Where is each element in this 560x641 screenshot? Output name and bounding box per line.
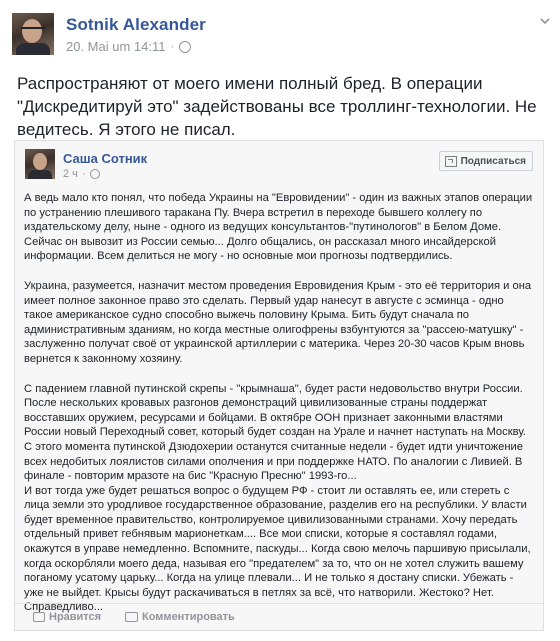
like-label: Нравится [49,611,102,623]
post-text: Распространяют от моего имени полный бред. В операции "Дискредитируй это" задействованы все троллинг-технологии. Не ведитесь. Я этого не писал. [17,74,537,139]
shared-globe-icon [90,169,100,179]
shared-paragraph: И вот тогда уже будет решаться вопрос о будущем РФ - стоит ли оставлять ее, или стереть с лица земли это уродливое государственное образование, разделив его на республики. У власти будет временное правительство, контролируемое цивилизованными странами. Хочу передать отдельный привет гебнявым марионеткам.... Все мои списки, которые я составлял годами, окажутся в управе немедленно. Вспомните, паскуды... Когда свою мелочь паршивую присылали, когда оскорбляли моего деда, называя его "предателем" за то, что он не хотел служить вашему поганому усатому царьку... Когда на улице плевали... И не только я достану списки. Убежать - уже не выйдет. Крысы будут раскачиваться в петлях за всё, что натворили. Жестоко? Нет. Справедливо... [24,484,531,614]
shared-post-screenshot [14,140,544,631]
post-timestamp[interactable]: 20. Mai um 14:11 [66,39,166,54]
author-name[interactable]: Sotnik Alexander [66,15,206,34]
post-meta [66,39,191,54]
shared-timestamp: 2 ч [63,168,78,180]
shared-author-name: Саша Сотник [63,151,148,166]
shared-paragraph: С падением главной путинской скрепы - "крымнаша", будет расти недовольство внутри России. После нескольких кровавых разгонов демонстраций цивилизованные страны поддержат восставших оружием, ресурсами и бойцами. В октябре ООН признает законными властями России новый Переходный совет, который будет создан на Урале и начнет наступать на Москву. С этого момента путинской Дзюдохерии останутся считанные недели - будет идти уничтожение всех недобитых лоялистов силами ополчения и при поддержке НАТО. По аналогии с Ливией. В финале - повторим мразоте на бис "Красную Пресню" 1993-го... [24,382,526,483]
shared-paragraph: Украина, разумеется, назначит местом проведения Евровидения Крым - это её территория и она имеет полное законное право это сделать. Первый удар нанесут в августе с эсминца - одно такое американское судно способно выжечь половину Крыма. Бить будут сначала по административным зданиям, но когда местные олигофрены взбунтуются за "рассею-матушку" - заслуженно получат своё от украинской артиллерии с материка. Через 20-30 часов Крым вновь вернется к законному хозяину. [24,279,532,365]
subscribe-button [439,151,533,171]
chevron-down-icon[interactable] [540,16,550,26]
shared-avatar [25,149,55,179]
comment-label: Комментировать [142,611,235,623]
meta-separator: · [170,40,175,53]
like-action [33,611,101,623]
shared-meta-separator: · [81,168,86,180]
comment-action [125,611,235,623]
comment-icon [125,612,138,622]
shared-paragraph: А ведь мало кто понял, что победа Украины на "Евровидении" - один из важных этапов операции по устранению плешивого таракана Пу. Вчера встретил в переходе бывшего коллегу по издательскому делу, ныне - одного из ведущих консультантов-"путинологов" в Белом Доме. Сейчас он вывозит из России семью... Долго общались, он рассказал много инсайдерской информации. Всем делиться не могу - но основные мои прогнозы подтвердились. [24,192,533,263]
avatar[interactable] [12,13,54,55]
globe-icon[interactable] [179,41,191,53]
subscribe-label: Подписаться [460,155,526,167]
shared-body [24,191,534,630]
shared-meta [63,168,100,180]
thumbs-up-icon [33,612,45,622]
rss-icon [445,156,457,167]
shared-actions-bar [15,603,543,630]
